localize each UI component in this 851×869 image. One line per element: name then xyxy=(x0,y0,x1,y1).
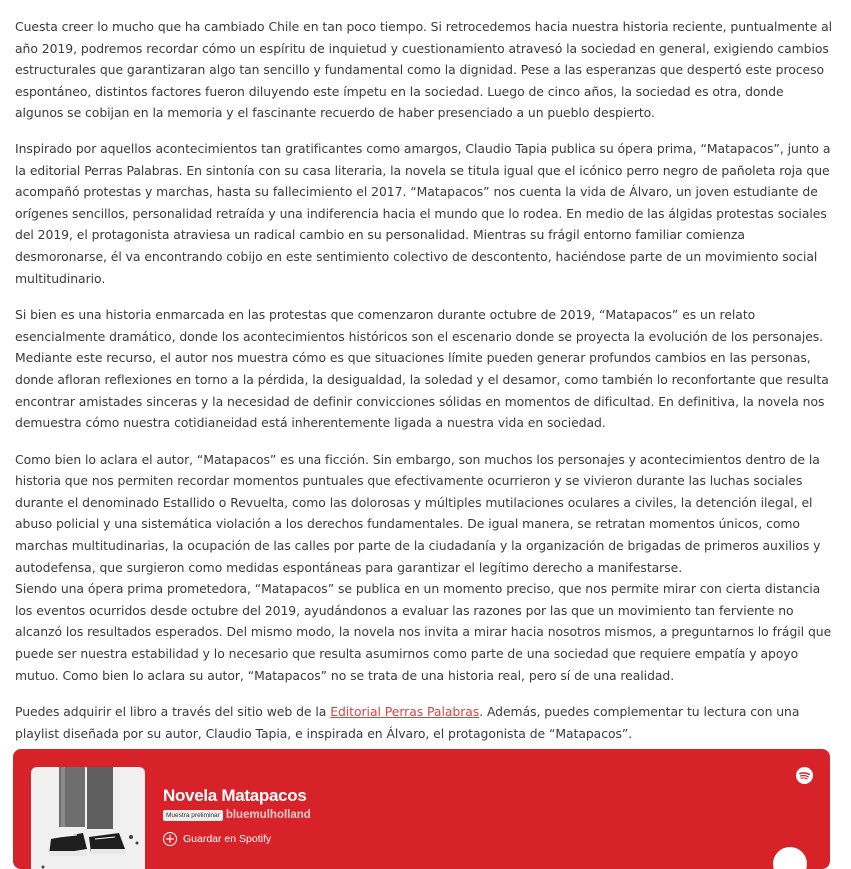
editorial-link[interactable]: Editorial Perras Palabras xyxy=(330,704,480,720)
paragraph-5: Siendo una ópera prima prometedora, “Matapacos” se publica en un momento preciso, que nos permite mirar con cierta distancia los eventos ocurridos desde octubre del 2019, ayudándonos a evaluar las razones por las que un movimiento tan ferviente no alcanzó los resultados esperados. Del mismo modo, la novela nos invita a mirar hacia nosotros mismos, a preguntarnos lo frágil que puede ser nuestra estabilidad y lo necesario que resulta asumirnos como parte de una sociedad que requiere empatía y apoyo mutuo. Como bien lo aclara su autor, “Matapacos” no se trata de una historia real, pero sí de una realidad. xyxy=(15,581,832,683)
paragraph-3: Si bien es una historia enmarcada en las protestas que comenzaron durante octubre de 2019, “Matapacos” es un relato esencialmente dramático, donde los acontecimientos históricos son el escenario donde se proyecta la evolución de los personajes. Mediante este recurso, el autor nos muestra cómo es que situaciones límite pueden generar profundos cambios en las personas, donde afloran reflexiones en torno a la pérdida, la desigualdad, la soledad y el desamor, como también lo reconfortante que resulta encontrar amistades sinceras y la necesidad de definir convicciones sólidas en momentos de dificultad. En definitiva, la novela nos demuestra cómo nuestra cotidianeidad está inherentemente ligada a nuestra vida en sociedad. xyxy=(15,307,829,431)
play-button[interactable] xyxy=(773,847,807,869)
save-to-spotify-button[interactable] xyxy=(163,832,271,846)
spotify-embed[interactable] xyxy=(13,749,830,869)
paragraph-2: Inspirado por aquellos acontecimientos tan gratificantes como amargos, Claudio Tapia publica su ópera prima, “Matapacos”, junto a la editorial Perras Palabras. En sintonía con su casa literaria, la novela se titula igual que el icónico perro negro de pañoleta roja que acompañó protestas y marchas, hasta su fallecimiento el 2017. “Matapacos” nos cuenta la vida de Álvaro, un joven estudiante de orígenes sencillos, personalidad retraída y una indiferencia hacia el mundo que lo rodea. En medio de las álgidas protestas sociales del 2019, el protagonista atraviesa un radical cambio en su personalidad. Mientras su frágil entorno familiar comienza desmoronarse, él va encontrando cobijo en este sentimiento colectivo de descontento, haciéndose parte de un movimiento social multitudinario. xyxy=(15,140,831,286)
playlist-title[interactable]: Novela Matapacos xyxy=(163,786,307,805)
save-label: Guardar en Spotify xyxy=(183,833,272,845)
closing-text-after: . Además, puedes complementar tu lectura con una playlist diseñada por su autor, Claudio Tapia, e inspirada en Álvaro, el protagonista de “Matapacos”. xyxy=(15,704,800,741)
playlist-cover-image[interactable] xyxy=(31,767,145,869)
paragraph-closing xyxy=(15,701,835,744)
article-body xyxy=(15,16,835,744)
spotify-logo-icon[interactable] xyxy=(796,767,813,788)
closing-text-before: Puedes adquirir el libro a través del sitio web de la xyxy=(15,704,331,720)
playlist-author[interactable]: bluemulholland xyxy=(225,809,311,821)
preview-badge: Muestra preliminar xyxy=(163,810,223,821)
playlist-meta xyxy=(163,809,311,821)
paragraph-4: Como bien lo aclara el autor, “Matapacos” es una ficción. Sin embargo, son muchos los personajes y acontecimientos dentro de la historia que nos permiten recordar momentos puntuales que efectivamente ocurrieron y se vivieron durante las luchas sociales durante el denominado Estallido o Revuelta, como las dolorosas y múltiples mutilaciones oculares a civiles, la detención ilegal, el abuso policial y una sistemática violación a los derechos fundamentales. De igual manera, se retratan momentos únicos, como marchas multitudinarias, la ocupación de las calles por parte de la ciudadanía y la organización de brigadas de primeros auxilios y autodefensa, que surgieron como medidas espontáneas para garantizar el legítimo derecho a manifestarse. xyxy=(15,451,821,575)
paragraph-1: Cuesta creer lo mucho que ha cambiado Chile en tan poco tiempo. Si retrocedemos hacia nuestra historia reciente, puntualmente al año 2019, podremos recordar cómo un espíritu de inquietud y cuestionamiento atravesó la sociedad en general, exigiendo cambios estructurales que garantizaran algo tan sencillo y fundamental como la dignidad. Pese a las esperanzas que despertó este proceso espontáneo, distintos factores fueron diluyendo este ímpetu en la sociedad. Luego de cinco años, la sociedad es otra, donde algunos se cobijan en la memoria y el fascinante recuerdo de haber presenciado a un pueblo despierto. xyxy=(15,19,833,121)
plus-circle-icon: + xyxy=(164,832,176,847)
